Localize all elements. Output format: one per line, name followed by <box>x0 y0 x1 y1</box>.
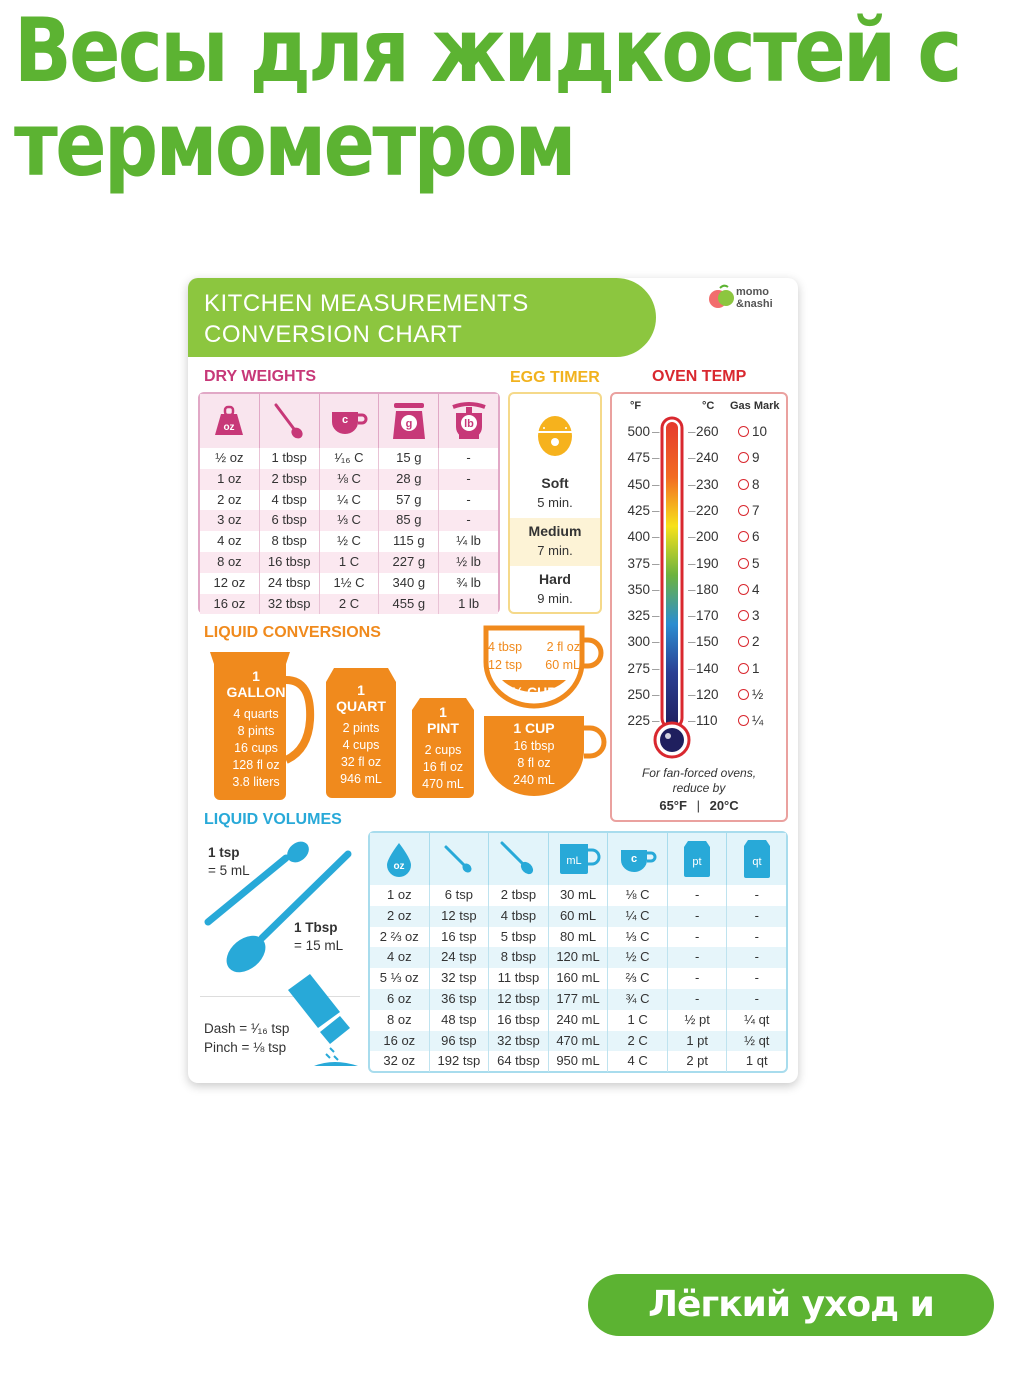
table-cell: 4 oz <box>200 531 260 552</box>
easy-care-badge: Лёгкий уход и чистка <box>588 1274 994 1336</box>
table-cell: 16 oz <box>370 1031 430 1052</box>
svg-text:pt: pt <box>692 856 702 868</box>
gas-mark: ¼ <box>738 711 784 731</box>
oven-head-gas: Gas Mark <box>730 400 780 412</box>
table-cell: 12 tsp <box>430 906 490 927</box>
table-cell: - <box>466 512 471 528</box>
table-row <box>370 906 786 927</box>
table-cell: 28 g <box>379 469 439 490</box>
quart-text: 1 QUART 2 pints 4 cups 32 fl oz 946 mL <box>336 682 386 786</box>
oven-temp-row: 375 – – 190 5 <box>612 554 786 574</box>
oz-weight-icon <box>200 394 260 448</box>
flame-icon <box>738 715 749 726</box>
temp-c: 120 <box>696 687 719 702</box>
table-cell: 470 mL <box>549 1031 609 1052</box>
tablespoon-icon <box>489 833 549 885</box>
table-cell: 4 oz <box>370 947 430 968</box>
gas-mark: 9 <box>738 448 784 468</box>
temp-c: 150 <box>696 634 719 650</box>
table-cell: ½ qt <box>744 1032 770 1048</box>
headline-line-2: термометром <box>14 93 574 196</box>
table-cell: 3 oz <box>200 510 260 531</box>
table-row <box>200 448 498 469</box>
table-cell: - <box>668 947 728 968</box>
reduce-c: 20°C <box>709 798 739 813</box>
table-cell: 240 mL <box>549 1010 609 1031</box>
flame-icon <box>738 505 749 516</box>
spoons-icon <box>202 838 362 978</box>
table-cell: - <box>754 928 759 944</box>
table-cell: 115 g <box>379 531 439 552</box>
table-cell: ⅛ C <box>608 885 668 906</box>
oven-temp-title: OVEN TEMP <box>652 368 747 385</box>
oven-temp-row: 225 – – 110 ¼ <box>612 711 786 731</box>
egg-item-medium: Medium 7 min. <box>510 518 600 566</box>
table-cell: 2 oz <box>200 490 260 511</box>
table-cell: - <box>754 990 759 1006</box>
table-cell: - <box>754 970 759 986</box>
table-cell: 6 tbsp <box>260 510 320 531</box>
temp-c: 200 <box>696 529 719 545</box>
table-cell: - <box>466 491 471 507</box>
headline-line-1: Весы для жидкостей с <box>14 0 960 102</box>
temp-f: 325 <box>627 608 650 624</box>
temp-c: 170 <box>696 608 719 624</box>
liquid-volumes-title: LIQUID VOLUMES <box>204 811 342 828</box>
water-drop-icon <box>370 833 430 885</box>
dry-weights-rows <box>200 448 498 614</box>
pound-scale-icon <box>439 394 498 448</box>
brand-logo <box>708 284 792 314</box>
flame-icon <box>738 531 749 542</box>
spoon-icon <box>260 394 320 448</box>
table-cell: ¼ qt <box>744 1011 770 1027</box>
table-cell: 36 tsp <box>430 989 490 1010</box>
oven-temp-row: 400 – – 200 6 <box>612 527 786 547</box>
table-cell: 1 pt <box>668 1031 728 1052</box>
table-cell: ⅛ C <box>320 469 380 490</box>
table-cell: 64 tbsp <box>489 1051 549 1072</box>
oven-temp-box <box>610 392 788 822</box>
table-cell: - <box>668 927 728 948</box>
oven-temp-row: 500 – – 260 10 <box>612 422 786 442</box>
brand-line-1: momo <box>736 286 769 298</box>
table-cell: 15 g <box>379 448 439 469</box>
table-cell: 5 ⅓ oz <box>370 968 430 989</box>
gas-mark: 3 <box>738 606 784 626</box>
table-cell: 4 tbsp <box>489 906 549 927</box>
oven-head-c: °C <box>702 400 715 412</box>
table-cell: 57 g <box>379 490 439 511</box>
quart-icon <box>727 833 786 885</box>
table-cell: ⅓ C <box>608 927 668 948</box>
table-row <box>370 1010 786 1031</box>
svg-text:c: c <box>630 853 637 865</box>
table-row <box>200 531 498 552</box>
dry-weights-table <box>198 392 500 614</box>
table-cell: 2 tbsp <box>489 885 549 906</box>
table-cell: 60 mL <box>549 906 609 927</box>
table-cell: 32 oz <box>370 1051 430 1072</box>
card-header <box>188 278 656 357</box>
table-cell: ⅓ C <box>320 510 380 531</box>
table-cell: 4 C <box>608 1051 668 1072</box>
table-cell: 950 mL <box>549 1051 609 1072</box>
temp-f: 300 <box>627 634 650 650</box>
table-cell: 8 tbsp <box>489 947 549 968</box>
svg-text:mL: mL <box>566 855 582 867</box>
temp-f: 450 <box>627 476 650 492</box>
table-cell: 32 tbsp <box>489 1031 549 1052</box>
table-cell: 32 tbsp <box>260 594 320 615</box>
table-cell: 8 oz <box>370 1010 430 1031</box>
table-cell: 30 mL <box>549 885 609 906</box>
headline <box>14 0 960 196</box>
temp-c: 190 <box>696 555 719 571</box>
brand-line-2: &nashi <box>736 298 773 310</box>
table-cell: - <box>466 450 471 465</box>
table-cell: - <box>754 887 759 902</box>
flame-icon <box>738 689 749 700</box>
temp-f: 475 <box>627 450 650 466</box>
table-row <box>200 594 498 615</box>
table-cell: 120 mL <box>549 947 609 968</box>
quarter-cup-label: ¼ CUP <box>511 684 557 700</box>
egg-timer-box <box>508 392 602 614</box>
temp-f: 350 <box>627 581 650 597</box>
flame-icon <box>738 479 749 490</box>
table-cell: - <box>754 907 759 923</box>
temp-c: 220 <box>696 502 719 518</box>
table-row <box>200 510 498 531</box>
temp-c: 110 <box>696 713 718 729</box>
table-cell: 2 C <box>608 1031 668 1052</box>
gas-mark: 1 <box>738 659 784 679</box>
oven-temp-row: 325 – – 170 3 <box>612 606 786 626</box>
table-cell: 192 tsp <box>430 1051 490 1072</box>
gas-mark: 5 <box>738 554 784 574</box>
temp-c: 140 <box>696 660 719 676</box>
gas-mark: 2 <box>738 632 784 652</box>
pint-text: 1 PINT 2 cups 16 fl oz 470 mL <box>422 704 464 791</box>
peach-icon <box>708 284 736 310</box>
oven-temp-row: 450 – – 230 8 <box>612 475 786 495</box>
table-cell: ½ pt <box>668 1010 728 1031</box>
table-cell: 24 tsp <box>430 947 490 968</box>
table-cell: 1 lb <box>458 595 480 611</box>
table-cell: - <box>466 470 471 486</box>
flame-icon <box>738 558 749 569</box>
pinch-label: Pinch = ⅛ tsp <box>204 1040 287 1055</box>
temp-f: 425 <box>627 502 650 518</box>
flame-icon <box>738 610 749 621</box>
temp-f: 250 <box>627 687 650 702</box>
table-cell: ¼ lb <box>456 533 481 549</box>
table-row <box>200 469 498 490</box>
table-cell: 5 tbsp <box>489 927 549 948</box>
table-row <box>370 989 786 1010</box>
table-row <box>370 947 786 968</box>
table-cell: ⅔ C <box>608 968 668 989</box>
table-cell: 2 tbsp <box>260 469 320 490</box>
table-cell: 12 tbsp <box>489 989 549 1010</box>
table-cell: ½ C <box>608 947 668 968</box>
temp-c: 240 <box>696 450 719 466</box>
temp-c: 260 <box>696 424 719 439</box>
table-cell: 455 g <box>379 594 439 615</box>
table-cell: 16 tsp <box>430 927 490 948</box>
table-cell: 2 oz <box>370 906 430 927</box>
oven-temp-row: 250 – – 120 ½ <box>612 685 786 705</box>
dash-label: Dash = ¹⁄₁₆ tsp <box>204 1021 290 1036</box>
table-cell: ¹⁄₁₆ C <box>320 448 380 469</box>
oven-temp-row: 475 – – 240 9 <box>612 448 786 468</box>
temp-c: 230 <box>696 476 719 492</box>
table-cell: 4 tbsp <box>260 490 320 511</box>
table-cell: 2 C <box>320 594 380 615</box>
table-cell: 80 mL <box>549 927 609 948</box>
gas-mark: 6 <box>738 527 784 547</box>
gallon-text: 1 GALLON 4 quarts 8 pints 16 cups 128 fl oz 3.8 liters <box>226 668 286 789</box>
table-cell: 24 tbsp <box>260 573 320 594</box>
flame-icon <box>738 636 749 647</box>
gas-mark: ½ <box>738 685 784 705</box>
svg-text:qt: qt <box>752 856 762 868</box>
table-cell: 2 ⅔ oz <box>370 927 430 948</box>
table-cell: 160 mL <box>549 968 609 989</box>
table-cell: ¼ C <box>608 906 668 927</box>
oven-head-f: °F <box>630 400 642 412</box>
conversion-chart-card <box>188 278 798 1083</box>
table-cell: 227 g <box>379 552 439 573</box>
table-cell: 340 g <box>379 573 439 594</box>
table-cell: - <box>668 885 728 906</box>
temp-f: 400 <box>627 529 650 545</box>
flame-icon <box>738 584 749 595</box>
table-cell: ¼ C <box>320 490 380 511</box>
table-cell: ½ lb <box>456 553 481 569</box>
table-cell: ¾ lb <box>456 574 481 590</box>
table-cell: 11 tbsp <box>489 968 549 989</box>
quarter-cup-values: 4 tbsp 2 fl oz 12 tsp 60 mL <box>488 640 580 672</box>
teaspoon-icon <box>430 833 490 885</box>
egg-timer-title: EGG TIMER <box>510 369 600 386</box>
table-cell: ¾ C <box>608 989 668 1010</box>
dry-weights-icon-row <box>200 394 498 448</box>
table-cell: 16 oz <box>200 594 260 615</box>
flame-icon <box>738 426 749 437</box>
egg-item-soft: Soft 5 min. <box>537 475 573 510</box>
table-cell: 16 tbsp <box>489 1010 549 1031</box>
table-row <box>200 573 498 594</box>
table-cell: 1 qt <box>745 1053 768 1069</box>
table-cell: 96 tsp <box>430 1031 490 1052</box>
table-cell: 1 tbsp <box>260 448 320 469</box>
liquid-volumes-table <box>368 831 788 1073</box>
cup-icon-blue <box>608 833 668 885</box>
oven-temp-row: 300 – – 150 2 <box>612 632 786 652</box>
gas-mark: 7 <box>738 501 784 521</box>
table-cell: 6 tsp <box>430 885 490 906</box>
table-cell: ½ C <box>320 531 380 552</box>
table-cell: 16 tbsp <box>260 552 320 573</box>
table-cell: 85 g <box>379 510 439 531</box>
svg-text:lb: lb <box>463 418 474 430</box>
table-cell: 6 oz <box>370 989 430 1010</box>
table-cell: - <box>668 906 728 927</box>
oven-temp-row: 425 – – 220 7 <box>612 501 786 521</box>
table-cell: 8 tbsp <box>260 531 320 552</box>
liquid-conversions-title: LIQUID CONVERSIONS <box>204 624 381 641</box>
table-cell: 177 mL <box>549 989 609 1010</box>
table-cell: 32 tsp <box>430 968 490 989</box>
table-row <box>200 490 498 511</box>
table-cell: ½ oz <box>200 448 260 469</box>
card-title-line-2: CONVERSION CHART <box>204 321 463 348</box>
flame-icon <box>738 452 749 463</box>
gas-mark: 8 <box>738 475 784 495</box>
table-cell: - <box>754 949 759 965</box>
table-row <box>370 968 786 989</box>
oven-temp-row: 350 – – 180 4 <box>612 580 786 600</box>
table-cell: 1½ C <box>320 573 380 594</box>
svg-text:c: c <box>341 414 349 426</box>
liquid-volumes-icon-row <box>370 833 786 885</box>
liquid-volumes-rows <box>370 885 786 1072</box>
flame-icon <box>738 663 749 674</box>
cup-icon <box>320 394 380 448</box>
temp-c: 180 <box>696 581 719 597</box>
oven-temp-row: 275 – – 140 1 <box>612 659 786 679</box>
temp-f: 500 <box>627 424 650 439</box>
svg-text:g: g <box>405 418 413 430</box>
pint-icon <box>668 833 728 885</box>
temp-f: 275 <box>627 660 650 676</box>
dry-weights-title: DRY WEIGHTS <box>204 368 317 385</box>
table-cell: 1 C <box>608 1010 668 1031</box>
gram-scale-icon <box>379 394 439 448</box>
table-cell: 1 oz <box>370 885 430 906</box>
table-cell: 8 oz <box>200 552 260 573</box>
table-row <box>370 885 786 906</box>
gas-mark: 4 <box>738 580 784 600</box>
oven-reduce: 65°F | 20°C <box>659 798 739 813</box>
cup-text: 1 CUP 16 tbsp 8 fl oz 240 mL <box>513 720 555 787</box>
temp-f: 375 <box>627 555 650 571</box>
reduce-f: 65°F <box>659 798 687 813</box>
salt-shaker-icon <box>278 968 362 1068</box>
table-row <box>200 552 498 573</box>
table-cell: 2 pt <box>668 1051 728 1072</box>
tbsp-label: 1 Tbsp = 15 mL <box>294 920 344 953</box>
oven-note: For fan-forced ovens, reduce by <box>641 766 757 795</box>
measuring-jug-icon <box>549 833 609 885</box>
gas-mark: 10 <box>738 422 784 442</box>
temp-f: 225 <box>627 713 650 729</box>
table-cell: 1 oz <box>200 469 260 490</box>
svg-text:oz: oz <box>223 422 235 433</box>
table-row <box>370 1031 786 1052</box>
table-cell: - <box>668 989 728 1010</box>
egg-timer-icon <box>510 394 600 470</box>
table-cell: - <box>668 968 728 989</box>
table-cell: 1 C <box>320 552 380 573</box>
card-title-line-1: KITCHEN MEASUREMENTS <box>204 290 529 317</box>
tsp-label: 1 tsp = 5 mL <box>208 845 250 878</box>
table-row <box>370 927 786 948</box>
table-cell: 12 oz <box>200 573 260 594</box>
table-cell: 48 tsp <box>430 1010 490 1031</box>
table-row <box>370 1051 786 1072</box>
svg-text:oz: oz <box>393 861 405 872</box>
egg-item-hard: Hard 9 min. <box>537 571 573 606</box>
